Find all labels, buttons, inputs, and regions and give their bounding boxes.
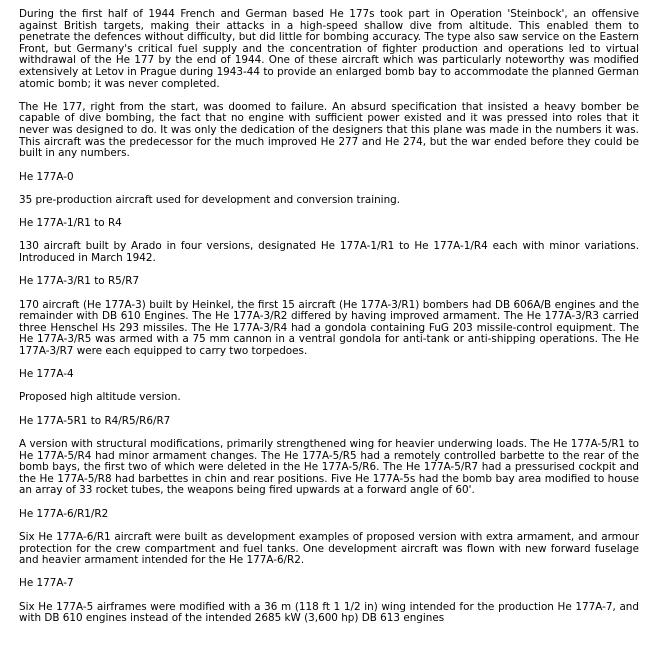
variant-description-a7: Six He 177A-5 airframes were modified with a 36 m (118 ft 1 1/2 in) wing intended for the production He 177A-7, and with DB 610 engines instead of the intended 2685 kW (3,600 hp) DB 613 engines (19, 600, 639, 625)
variant-heading-a6: He 177A-6/R1/R2 (19, 507, 109, 520)
variant-description-a4: Proposed high altitude version. (19, 391, 181, 404)
variant-description-a6: Six He 177A-6/R1 aircraft were built as development examples of proposed version with extra armament, and armour protection for the crew compartment and fuel tanks. One development aircraft was flown with new forward fuselage and heavier armament intended for the He 177A-6/R2. (19, 530, 639, 567)
article-body (19, 9, 639, 637)
variant-description-a3: 170 aircraft (He 177A-3) built by Heinkel, the first 15 aircraft (He 177A-3/R1) bombers had DB 606A/B engines and the remainder with DB 610 Engines. The He 177A-3/R2 differed by having improved armament. The He 177A-3/R3 carried three Henschel Hs 293 missiles. The He 177A-3/R4 had a gondola containing FuG 203 missile-control equipment. The He 177A-3/R5 was armed with a 75 mm cannon in a ventral gondola for anti-tank or anti-shipping operations. The He 177A-3/R7 were each equipped to carry two torpedoes. (19, 298, 639, 357)
variant-heading-a3: He 177A-3/R1 to R5/R7 (19, 275, 140, 288)
variant-heading-a5: He 177A-5R1 to R4/R5/R6/R7 (19, 414, 171, 427)
variant-heading-a7: He 177A-7 (19, 577, 74, 590)
variant-heading-a1: He 177A-1/R1 to R4 (19, 217, 122, 230)
variant-description-a0: 35 pre-production aircraft used for development and conversion training. (19, 193, 401, 206)
variant-description-a5: A version with structural modifications, primarily strengthened wing for heavier underwing loads. The He 177A-5/R1 to He 177A-5/R4 had minor armament changes. The He 177A-5/R5 had a remotely controlled barbette to the rear of the bomb bays, the first two of which were deleted in the He 177A-5/R6. The He 177A-5/R7 had a pressurised cockpit and the He 177A-5/R8 had barbettes in chin and rear positions. Five He 177A-5s had the bomb bay area modified to house an array of 33 rocket tubes, the weapons being fired upwards at a forward angle of 60'. (19, 438, 639, 497)
variant-heading-a0: He 177A-0 (19, 170, 74, 183)
intro-paragraph-1: During the first half of 1944 French and German based He 177s took part in Operation 'Steinbock', an offensive against British targets, making their attacks in a high-speed shallow dive from altitude. This enabled them to penetrate the defences without difficulty, but did little for bombing accuracy. The type also saw service on the Eastern Front, but Germany's critical fuel supply and the concentration of fighter production and operations led to virtual withdrawal of the He 177 by the end of 1944. One of these aircraft which was particularly noteworthy was modified extensively at Letov in Prague during 1943-44 to provide an enlarged bomb bay to accommodate the planned German atomic bomb; it was never completed. (19, 8, 639, 90)
variant-heading-a4: He 177A-4 (19, 368, 74, 381)
variant-description-a1: 130 aircraft built by Arado in four versions, designated He 177A-1/R1 to He 177A-1/R4 each with minor variations. Introduced in March 1942. (19, 240, 639, 264)
intro-paragraph-2: The He 177, right from the start, was doomed to failure. An absurd specification that insisted a heavy bomber be capable of dive bombing, the fact that no engine with sufficient power existed and it was pressed into roles that it never was designed to do. It was only the dedication of the designers that this plane was made in the numbers it was. This aircraft was the predecessor for the much improved He 277 and He 274, but the war ended before they could be built in any numbers. (19, 100, 639, 160)
